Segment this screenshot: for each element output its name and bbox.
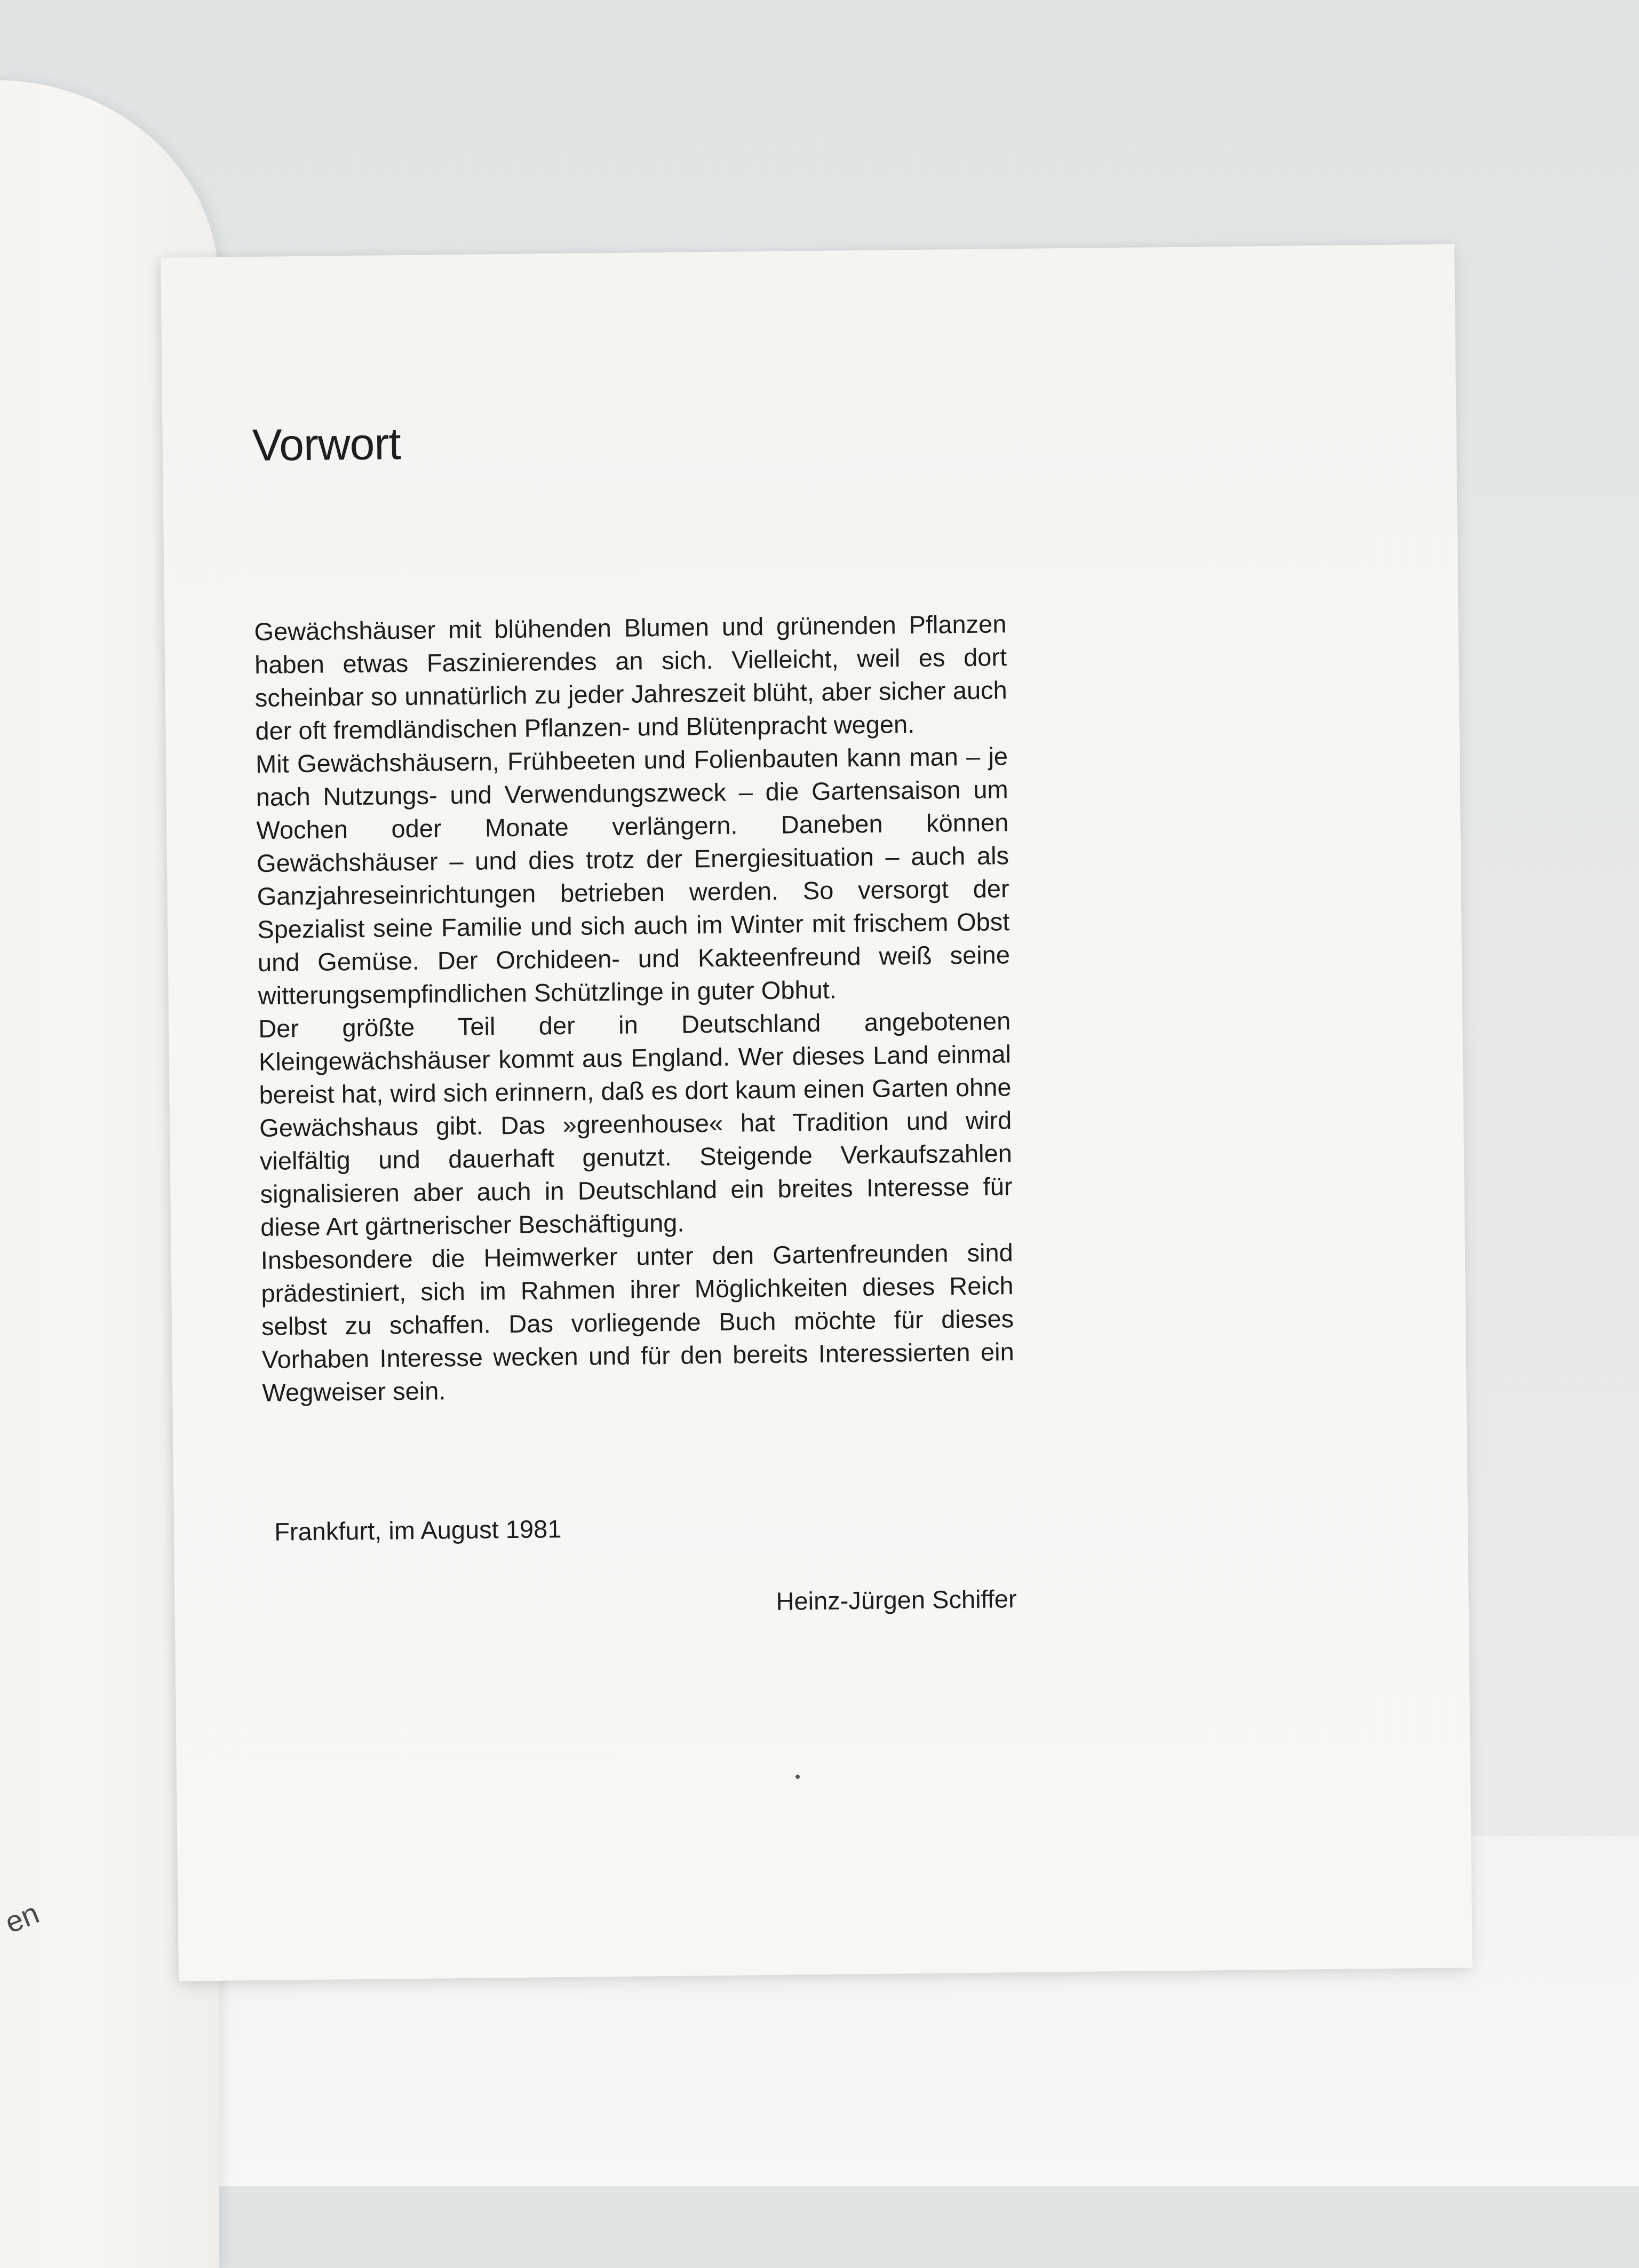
- paragraph-1: Gewächshäuser mit blühenden Blumen und grünenden Pflanzen haben etwas Faszinierendes an sich. Vielleicht, weil es dort scheinbar so unnatürlich zu jeder Jahreszeit blüht, aber sicher auch der oft fremdländischen Pflanzen- und Blütenpracht wegen.: [254, 609, 1008, 745]
- author-signature: Heinz-Jürgen Schiffer: [776, 1584, 1017, 1615]
- page-title: Vorwort: [252, 418, 401, 471]
- page-body: [254, 607, 1015, 1409]
- left-page-text-fragment: en: [0, 1896, 44, 1940]
- paragraph-2: Mit Gewächshäusern, Frühbeeten und Folienbauten kann man – je nach Nutzungs- und Verwendungszweck – die Gartensaison um Wochen oder Monate verlängern. Daneben können Gewächshäuser – und dies trotz der Energiesituation – auch als Ganzjahreseinrichtungen betrieben werden. So versorgt der Spezialist seine Familie und sich auch im Winter mit frischem Obst und Gemüse. Der Orchideen- und Kakteenfreund weiß seine witterungsempfindlichen Schützlinge in guter Obhut.: [255, 742, 1011, 1010]
- place-date: Frankfurt, im August 1981: [274, 1514, 562, 1546]
- paragraph-4: Insbesondere die Heimwerker unter den Gartenfreunden sind prädestiniert, sich im Rahmen ihrer Möglichkeiten dieses Reich selbst zu schaffen. Das vorliegende Buch möchte für dieses Vorhaben Interesse wecken und für den bereits Interessierten ein Wegweiser sein.: [260, 1238, 1014, 1407]
- book-page: [161, 244, 1473, 1981]
- paragraph-3: Der größte Teil der in Deutschland angebotenen Kleingewächshäuser kommt aus England. Wer dieses Land einmal bereist hat, wird sich erinnern, daß es dort kaum einen Garten ohne Gewächshaus gibt. Das »greenhouse« hat Tradition und wird vielfältig und dauerhaft genutzt. Steigende Verkaufszahlen signalisieren aber auch in Deutschland ein breites Interesse für diese Art gärtnerischer Beschäftigung.: [258, 1006, 1013, 1241]
- paper-speck: [795, 1774, 800, 1779]
